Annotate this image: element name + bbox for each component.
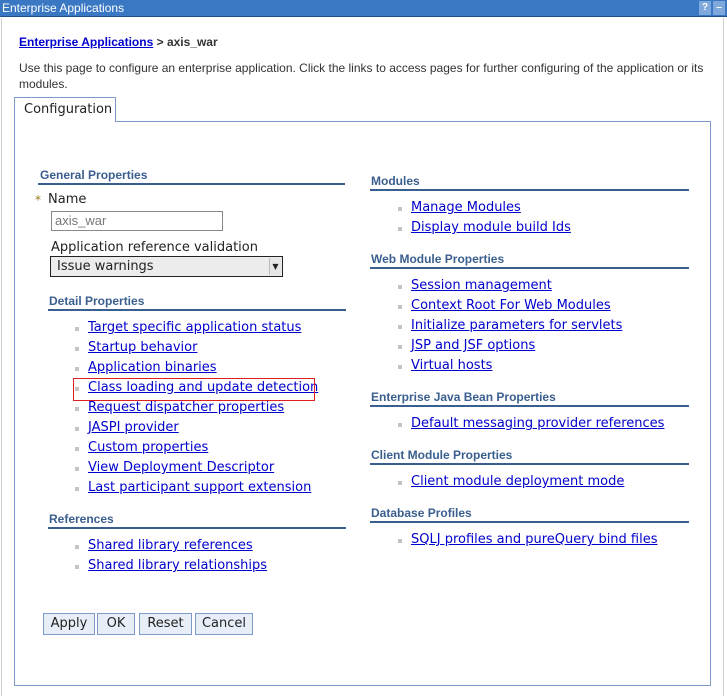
list-item bbox=[398, 336, 622, 356]
section-rule bbox=[38, 183, 345, 185]
list-item bbox=[75, 536, 267, 556]
section-rule bbox=[370, 267, 689, 269]
section-rule bbox=[370, 521, 689, 523]
link-jsp-and-jsf-options[interactable]: JSP and JSF options bbox=[411, 338, 536, 353]
ok-button[interactable]: OK bbox=[97, 613, 135, 635]
list-item bbox=[75, 318, 318, 338]
client-module-properties-list bbox=[398, 472, 624, 492]
name-field[interactable]: axis_war bbox=[51, 211, 223, 231]
link-virtual-hosts[interactable]: Virtual hosts bbox=[411, 358, 493, 373]
link-startup-behavior[interactable]: Startup behavior bbox=[88, 340, 198, 355]
list-item bbox=[75, 338, 318, 358]
web-module-properties-list bbox=[398, 276, 622, 376]
ejb-properties-list bbox=[398, 414, 664, 434]
link-shared-library-references[interactable]: Shared library references bbox=[88, 538, 253, 553]
section-rule bbox=[48, 309, 346, 311]
required-icon: * bbox=[35, 193, 41, 207]
section-rule bbox=[48, 527, 346, 529]
section-rule bbox=[370, 463, 689, 465]
list-item bbox=[75, 418, 318, 438]
list-item bbox=[398, 218, 571, 238]
link-jaspi-provider[interactable]: JASPI provider bbox=[88, 420, 179, 435]
list-item bbox=[75, 358, 318, 378]
list-item bbox=[75, 556, 267, 576]
link-view-deployment-descriptor[interactable]: View Deployment Descriptor bbox=[88, 460, 275, 475]
link-class-loading-and-update-detection[interactable]: Class loading and update detection bbox=[88, 380, 319, 395]
link-application-binaries[interactable]: Application binaries bbox=[88, 360, 217, 375]
minimize-icon[interactable]: – bbox=[713, 1, 725, 15]
link-sqlj-profiles-and-purequery-bind-files[interactable]: SQLJ profiles and pureQuery bind files bbox=[411, 532, 658, 547]
section-title-client-module-properties: Client Module Properties bbox=[371, 448, 513, 462]
frame-border-right bbox=[723, 18, 724, 696]
reset-button[interactable]: Reset bbox=[139, 613, 192, 635]
modules-list bbox=[398, 198, 571, 238]
link-request-dispatcher-properties[interactable]: Request dispatcher properties bbox=[88, 400, 285, 415]
list-item bbox=[398, 414, 664, 434]
breadcrumb bbox=[19, 35, 218, 49]
section-title-database-profiles: Database Profiles bbox=[371, 506, 472, 520]
apply-button[interactable]: Apply bbox=[43, 613, 95, 635]
breadcrumb-separator: > bbox=[153, 35, 167, 49]
link-default-messaging-provider-references[interactable]: Default messaging provider references bbox=[411, 416, 665, 431]
breadcrumb-link-enterprise-applications[interactable]: Enterprise Applications bbox=[19, 35, 154, 49]
link-display-module-build-ids[interactable]: Display module build Ids bbox=[411, 220, 571, 235]
list-item bbox=[75, 478, 318, 498]
section-title-ejb-properties: Enterprise Java Bean Properties bbox=[371, 390, 556, 404]
database-profiles-list bbox=[398, 530, 658, 550]
list-item bbox=[398, 198, 571, 218]
cancel-button[interactable]: Cancel bbox=[195, 613, 253, 635]
window-title: Enterprise Applications bbox=[2, 1, 125, 15]
link-client-module-deployment-mode[interactable]: Client module deployment mode bbox=[411, 474, 625, 489]
section-title-web-module-properties: Web Module Properties bbox=[371, 252, 505, 266]
section-title-references: References bbox=[49, 512, 114, 526]
section-title-general-properties: General Properties bbox=[40, 168, 148, 182]
link-shared-library-relationships[interactable]: Shared library relationships bbox=[88, 558, 268, 573]
section-rule bbox=[370, 405, 689, 407]
link-custom-properties[interactable]: Custom properties bbox=[88, 440, 209, 455]
list-item bbox=[398, 296, 622, 316]
detail-properties-list bbox=[75, 318, 318, 498]
breadcrumb-current: axis_war bbox=[166, 35, 218, 49]
section-title-detail-properties: Detail Properties bbox=[49, 294, 145, 308]
tab-configuration[interactable]: Configuration bbox=[14, 97, 116, 122]
name-label: Name bbox=[48, 192, 87, 207]
chevron-down-icon[interactable]: ▼ bbox=[269, 258, 281, 275]
section-rule bbox=[370, 189, 689, 191]
link-context-root-for-web-modules[interactable]: Context Root For Web Modules bbox=[411, 298, 611, 313]
list-item bbox=[398, 276, 622, 296]
link-last-participant-support-extension[interactable]: Last participant support extension bbox=[88, 480, 312, 495]
link-session-management[interactable]: Session management bbox=[411, 278, 552, 293]
list-item bbox=[398, 356, 622, 376]
list-item bbox=[75, 438, 318, 458]
list-item bbox=[398, 316, 622, 336]
list-item bbox=[75, 398, 318, 418]
app-reference-validation-label: Application reference validation bbox=[51, 240, 258, 255]
select-value: Issue warnings bbox=[57, 259, 154, 274]
link-initialize-parameters-for-servlets[interactable]: Initialize parameters for servlets bbox=[411, 318, 623, 333]
frame-border-left bbox=[1, 18, 2, 696]
link-target-specific-application-status[interactable]: Target specific application status bbox=[88, 320, 302, 335]
list-item bbox=[398, 530, 658, 550]
app-reference-validation-select[interactable] bbox=[50, 256, 283, 277]
window-titlebar bbox=[0, 0, 727, 17]
list-item bbox=[398, 472, 624, 492]
references-list bbox=[75, 536, 267, 576]
list-item bbox=[75, 458, 318, 478]
page-description: Use this page to configure an enterprise application. Click the links to access pages for further configuring of the application or its modules. bbox=[19, 61, 704, 91]
section-title-modules: Modules bbox=[371, 174, 420, 188]
help-icon[interactable]: ? bbox=[699, 1, 711, 15]
link-manage-modules[interactable]: Manage Modules bbox=[411, 200, 521, 215]
highlight-box bbox=[73, 378, 315, 401]
